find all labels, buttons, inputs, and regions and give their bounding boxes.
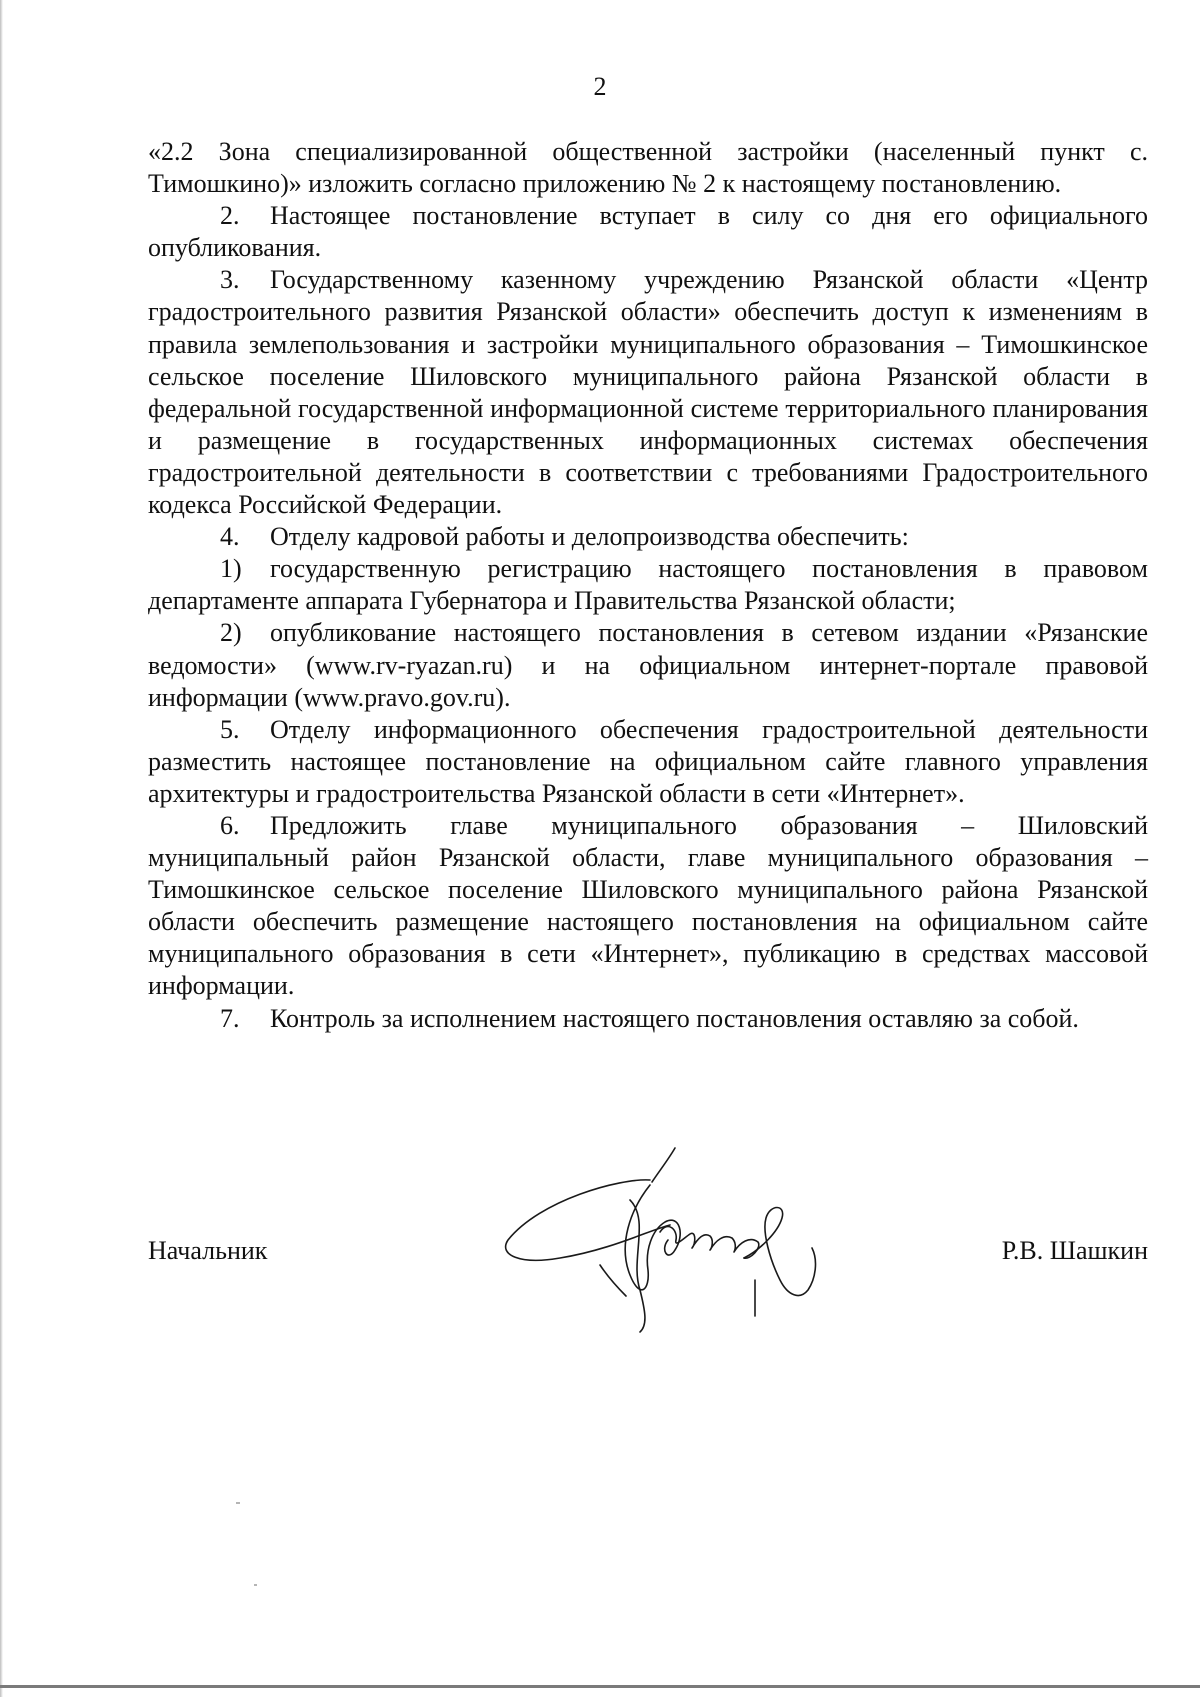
item-number: 7.: [220, 1003, 240, 1033]
signature-block: [148, 1236, 1148, 1276]
item-number: 3.: [220, 265, 240, 295]
paragraph-item-3: [148, 264, 1148, 521]
item-number: 1): [220, 554, 242, 584]
paragraph-text: Государственному казенному учреждению Рязанской области «Центр градостроительного развития Рязанской области» обеспечить доступ к изменениям в правила землепользования и застройки муниципального образования – Тимошкинское сельское поселение Шиловского муниципального района Рязанской области в федеральной государственной информационной системе территориального планирования и размещение в государственных информационных системах обеспечения градостроительной деятельности в соответствии с требованиями Градостроительного кодекса Российской Федерации.: [148, 265, 1148, 520]
item-number: 2): [220, 618, 242, 648]
paragraph-item-6: [148, 810, 1148, 1003]
signatory-name: Р.В. Шашкин: [1001, 1236, 1148, 1265]
paragraph-text: государственную регистрацию настоящего постановления в правовом департаменте аппарата Губернатора и Правительства Рязанской области;: [148, 554, 1148, 616]
item-number: 2.: [220, 201, 240, 231]
page-number: 2: [593, 72, 607, 101]
scan-speck: [236, 1502, 240, 1504]
paragraph-item-2: [148, 200, 1148, 264]
paragraph-subitem-1: [148, 553, 1148, 617]
paragraph-text: Настоящее постановление вступает в силу со дня его официального опубликования.: [148, 201, 1148, 263]
paragraph-text: «2.2 Зона специализированной общественной застройки (населенный пункт с. Тимошкино)» изложить согласно приложению № 2 к настоящему постановлению.: [148, 137, 1148, 199]
signatory-title: Начальник: [148, 1236, 268, 1265]
paragraph-text: Предложить главе муниципального образования – Шиловский муниципальный район Рязанской области, главе муниципального образования – Тимошкинское сельское поселение Шиловского муниципального района Рязанской области обеспечить размещение настоящего постановления на официальном сайте муниципального образования в сети «Интернет», публикацию в средствах массовой информации.: [148, 810, 1148, 1001]
paragraph-subitem-2: [148, 617, 1148, 713]
scan-speck: [254, 1584, 257, 1586]
document-body: [148, 136, 1148, 1035]
paragraph-text: Отделу кадровой работы и делопроизводства обеспечить:: [270, 522, 909, 552]
paragraph-item-4: [148, 521, 1148, 553]
scan-bottom-edge: [0, 1685, 1200, 1688]
paragraph-text: Контроль за исполнением настоящего постановления оставляю за собой.: [270, 1003, 1079, 1033]
paragraph-item-7: [148, 1003, 1148, 1035]
paragraph-text: Отделу информационного обеспечения градостроительной деятельности разместить настоящее постановление на официальном сайте главного управления архитектуры и градостроительства Рязанской области в сети «Интернет».: [148, 714, 1148, 808]
paragraph-zone-2-2: [148, 136, 1148, 200]
item-number: 5.: [220, 714, 240, 744]
item-number: 4.: [220, 522, 240, 552]
item-number: 6.: [220, 810, 240, 840]
paragraph-text: опубликование настоящего постановления в сетевом издании «Рязанские ведомости» (www.rv-ryazan.ru) и на официальном интернет-портале правовой информации (www.pravo.gov.ru).: [148, 618, 1148, 712]
scan-left-edge: [0, 0, 3, 1697]
paragraph-item-5: [148, 714, 1148, 810]
